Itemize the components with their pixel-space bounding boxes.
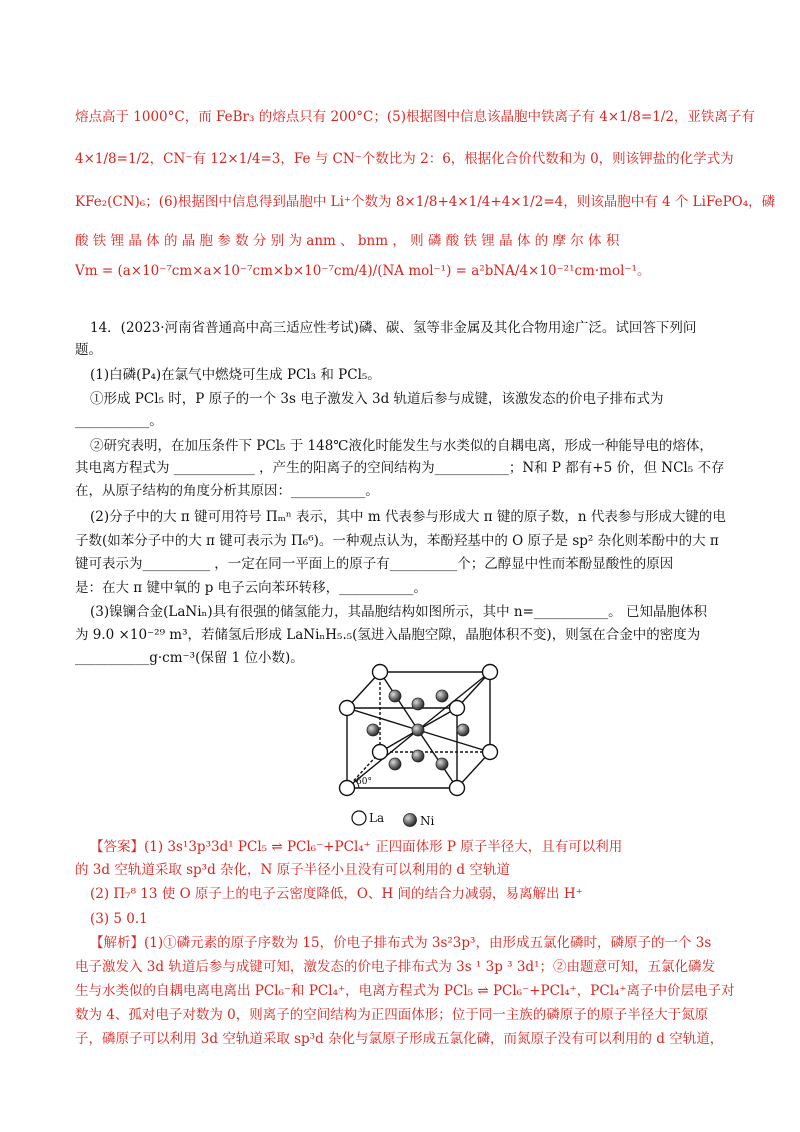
question-1b-line-1: ②研究表明，在加压条件下 PCl₅ 于 148℃液化时能发生与水类似的自耦电离，形成一种能导电的熔体， <box>90 438 713 454</box>
question-1a-line-2: ___________。 <box>75 413 163 429</box>
question-2-line-2: 子数(如苯分子中的大 π 键可表示为 Π₆⁶)。一种观点认为，苯酚羟基中的 O 原子是 sp² 杂化则苯酚中的大 π <box>75 533 719 549</box>
ni-atom <box>389 690 401 702</box>
analysis-line-1: 【解析】(1)①磷元素的原子序数为 15，价电子排布式为 3s²3p³，由形成五氯化磷时，磷原子的一个 3s <box>90 935 712 951</box>
answer-2: (2) Π₇⁸ 13 使 O 原子上的电子云密度降低，O、H 间的结合力减弱，易离解出 H⁺ <box>90 886 583 902</box>
legend-ni-symbol <box>404 814 417 827</box>
ni-atom <box>367 724 379 736</box>
answer-top-line-2: 4×1/8=1/2，CN⁻有 12×1/4=3，Fe 与 CN⁻个数比为 2：6，根据化合价代数和为 0，则该钾盐的化学式为 <box>75 151 734 167</box>
analysis-line-4: 数为 4、孤对电子对数为 0，则离子的空间结构为正四面体形；位于同一主族的磷原子的原子半径大于氮原 <box>75 1007 709 1023</box>
la-atom <box>373 745 388 760</box>
legend-la-symbol <box>352 811 366 825</box>
la-atom <box>340 781 355 796</box>
question-3-line-2: 为 9.0 ×10⁻²⁹ m³，若储氢后形成 LaNiₙH₅.₅(氢进入晶胞空隙，晶胞体积不变)，则氢在合金中的密度为 <box>75 627 701 643</box>
answer-top-line-4: 酸 铁 锂 晶 体 的 晶 胞 参 数 分 别 为 anm 、 bnm ， 则 磷 酸 铁 锂 晶 体 的 摩 尔 体 积 <box>75 233 620 249</box>
la-atom <box>450 701 465 716</box>
answer-top-line-3: KFe₂(CN)₆；(6)根据图中信息得到晶胞中 Li⁺个数为 8×1/8+4×1/4+4×1/2=4，则该晶胞中有 4 个 LiFePO₄，磷 <box>75 194 776 210</box>
crystal-cell-figure <box>325 660 535 835</box>
question-3-line-3: ___________g·cm⁻³(保留 1 位小数)。 <box>75 650 304 666</box>
la-atom <box>483 745 498 760</box>
angle-label: 60° <box>356 777 372 787</box>
question-2-line-3: 键可表示为__________ ，一定在同一平面上的原子有__________个；乙醇显中性而苯酚显酸性的原因 <box>75 556 674 572</box>
analysis-line-3: 生与水类似的自耦电离电离出 PCl₆⁻和 PCl₄⁺，电离方程式为 PCl₅ ⇌ PCl₆⁻+PCl₄⁺，PCl₄⁺离子中价层电子对 <box>75 983 735 999</box>
la-atom <box>373 665 388 680</box>
ni-atom <box>412 750 424 762</box>
ni-atom <box>412 724 424 736</box>
la-atom <box>450 781 465 796</box>
ni-atom <box>457 724 469 736</box>
ni-atom <box>389 758 401 770</box>
answer-top-formula: Vm = (a×10⁻⁷cm×a×10⁻⁷cm×b×10⁻⁷cm/4)/(NA mol⁻¹) = a²bNA/4×10⁻²¹cm·mol⁻¹。 <box>75 263 651 279</box>
answer-top-line-1: 熔点高于 1000°C，而 FeBr₃ 的熔点只有 200°C；(5)根据图中信息该晶胞中铁离子有 4×1/8=1/2，亚铁离子有 <box>75 109 755 125</box>
ni-atom <box>436 758 448 770</box>
legend-la-label: La <box>369 811 385 825</box>
answer-3: (3) 5 0.1 <box>90 911 148 927</box>
analysis-line-2: 电子激发入 3d 轨道后参与成键可知，激发态的价电子排布式为 3s ¹ 3p ³ 3d¹；②由题意可知，五氯化磷发 <box>75 959 715 975</box>
question-1a-line-1: ①形成 PCl₅ 时，P 原子的一个 3s 电子激发入 3d 轨道后参与成键，该激发态的价电子排布式为 <box>90 391 664 407</box>
question-14-line-2: 题。 <box>75 342 102 358</box>
la-atom <box>340 701 355 716</box>
question-1b-line-3: 在，从原子结构的角度分析其原因：___________。 <box>75 483 379 499</box>
question-2-line-1: (2)分子中的大 π 键可用符号 Πₘⁿ 表示，其中 m 代表参与形成大 π 键的原子数，n 代表参与形成大键的电 <box>90 509 726 525</box>
question-14-line-1: 14．(2023·河南省普通高中高三适应性考试)磷、碳、氢等非金属及其化合物用途广泛。试回答下列问 <box>90 320 697 336</box>
question-2-line-4: 是：在大 π 键中氧的 p 电子云向苯环转移，___________。 <box>75 580 427 596</box>
question-3-line-1: (3)镍镧合金(LaNiₙ)具有很强的储氢能力，其晶胞结构如图所示，其中 n=___________。 已知晶胞体积 <box>90 604 707 620</box>
legend-ni-label: Ni <box>420 814 435 828</box>
ni-atom <box>436 690 448 702</box>
question-part-1: (1)白磷(P₄)在氯气中燃烧可生成 PCl₃ 和 PCl₅。 <box>90 367 381 383</box>
answer-1-line-1: 【答案】(1) 3s¹3p³3d¹ PCl₅ ⇌ PCl₆⁻+PCl₄⁺ 正四面体形 P 原子半径大，且有可以利用 <box>90 839 623 855</box>
answer-1-line-2: 的 3d 空轨道采取 sp³d 杂化，N 原子半径小且没有可以利用的 d 空轨道 <box>75 862 510 878</box>
question-1b-line-2: 其电离方程式为 ____________ ，产生的阳离子的空间结构为___________；N和 P 都有+5 价，但 NCl₅ 不存 <box>75 460 725 476</box>
la-atom <box>483 665 498 680</box>
ni-atom <box>412 698 424 710</box>
analysis-line-5: 子，磷原子可以利用 3d 空轨道采取 sp³d 杂化与氯原子形成五氯化磷，而氮原子没有可以利用的 d 空轨道， <box>75 1031 724 1047</box>
